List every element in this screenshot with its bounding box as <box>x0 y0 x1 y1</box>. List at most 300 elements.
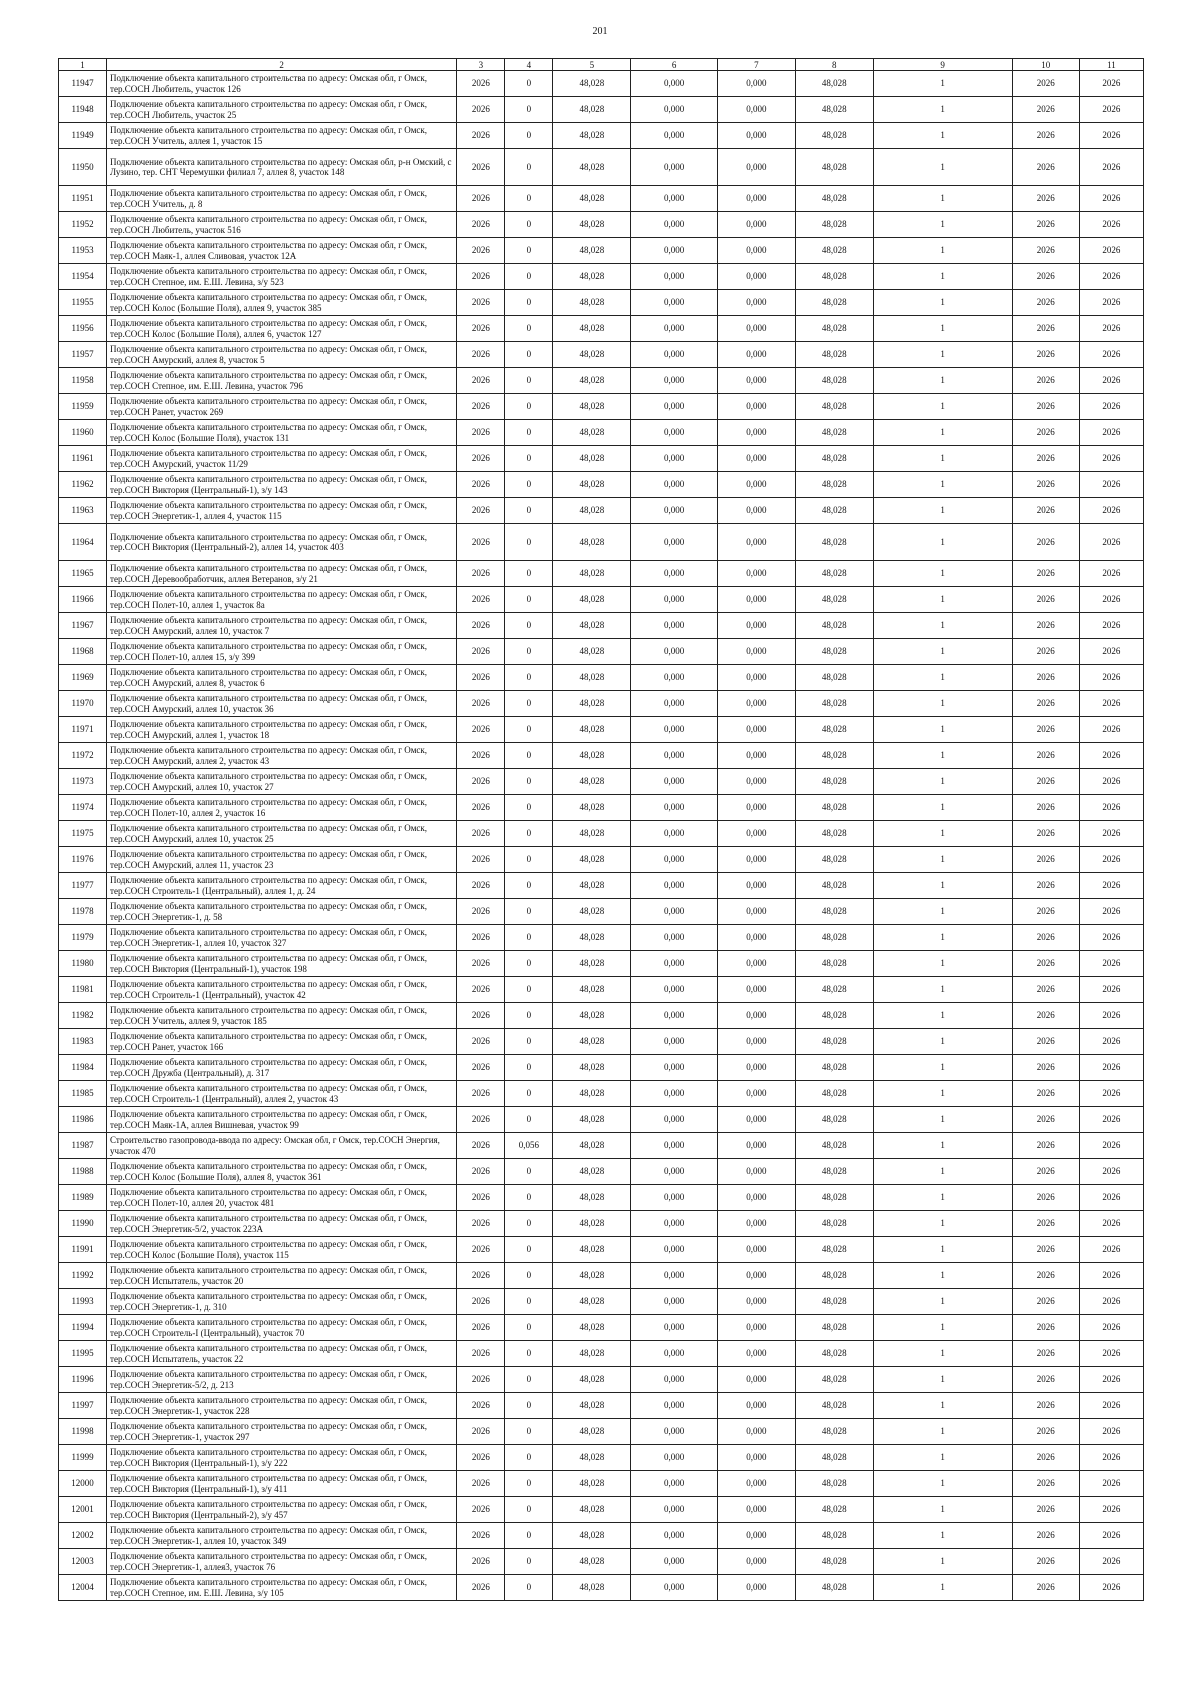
col4-cell: 0 <box>505 587 553 613</box>
col6-cell: 0,000 <box>631 316 718 342</box>
col3-cell: 2026 <box>457 587 505 613</box>
col9-cell: 1 <box>873 1367 1012 1393</box>
col4-cell: 0 <box>505 524 553 561</box>
col9-cell: 1 <box>873 1497 1012 1523</box>
col6-cell: 0,000 <box>631 847 718 873</box>
col11-cell: 2026 <box>1079 717 1143 743</box>
col6-cell: 0,000 <box>631 446 718 472</box>
col4-cell: 0 <box>505 1081 553 1107</box>
col9-cell: 1 <box>873 1081 1012 1107</box>
col6-cell: 0,000 <box>631 821 718 847</box>
col10-cell: 2026 <box>1012 1315 1079 1341</box>
col10-cell: 2026 <box>1012 1211 1079 1237</box>
col10-cell: 2026 <box>1012 1289 1079 1315</box>
col11-cell: 2026 <box>1079 1367 1143 1393</box>
col3-cell: 2026 <box>457 977 505 1003</box>
table-row <box>59 665 1144 691</box>
row-number-cell: 11977 <box>59 873 107 899</box>
col11-cell: 2026 <box>1079 743 1143 769</box>
col10-cell: 2026 <box>1012 97 1079 123</box>
col11-cell: 2026 <box>1079 1497 1143 1523</box>
col9-cell: 1 <box>873 316 1012 342</box>
col9-cell: 1 <box>873 1211 1012 1237</box>
col10-cell: 2026 <box>1012 691 1079 717</box>
description-cell: Подключение объекта капитального строительства по адресу: Омская обл, г Омск, тер.СОСН Энергетик-1, участок 297 <box>107 1419 457 1445</box>
col6-cell: 0,000 <box>631 1263 718 1289</box>
col11-cell: 2026 <box>1079 149 1143 186</box>
row-number-cell: 11987 <box>59 1133 107 1159</box>
col3-cell: 2026 <box>457 665 505 691</box>
col4-cell: 0 <box>505 821 553 847</box>
col10-cell: 2026 <box>1012 795 1079 821</box>
col7-cell: 0,000 <box>717 717 795 743</box>
col7-cell: 0,000 <box>717 1159 795 1185</box>
col11-cell: 2026 <box>1079 1289 1143 1315</box>
col7-cell: 0,000 <box>717 290 795 316</box>
row-number-cell: 11971 <box>59 717 107 743</box>
col4-cell: 0 <box>505 1471 553 1497</box>
col5-cell: 48,028 <box>553 561 631 587</box>
table-row <box>59 951 1144 977</box>
col9-cell: 1 <box>873 97 1012 123</box>
col5-cell: 48,028 <box>553 1237 631 1263</box>
col7-cell: 0,000 <box>717 899 795 925</box>
col11-cell: 2026 <box>1079 1055 1143 1081</box>
col11-cell: 2026 <box>1079 420 1143 446</box>
col5-cell: 48,028 <box>553 925 631 951</box>
column-number: 4 <box>505 59 553 71</box>
col4-cell: 0 <box>505 1211 553 1237</box>
col8-cell: 48,028 <box>795 1341 873 1367</box>
col11-cell: 2026 <box>1079 1159 1143 1185</box>
col5-cell: 48,028 <box>553 1341 631 1367</box>
col9-cell: 1 <box>873 873 1012 899</box>
col10-cell: 2026 <box>1012 420 1079 446</box>
description-cell: Подключение объекта капитального строительства по адресу: Омская обл, г Омск, тер.СОСН Амурский, аллея 11, участок 23 <box>107 847 457 873</box>
col3-cell: 2026 <box>457 1237 505 1263</box>
col4-cell: 0 <box>505 717 553 743</box>
col9-cell: 1 <box>873 1419 1012 1445</box>
col11-cell: 2026 <box>1079 613 1143 639</box>
col7-cell: 0,000 <box>717 977 795 1003</box>
col11-cell: 2026 <box>1079 498 1143 524</box>
col10-cell: 2026 <box>1012 1445 1079 1471</box>
col8-cell: 48,028 <box>795 498 873 524</box>
col4-cell: 0 <box>505 71 553 97</box>
col10-cell: 2026 <box>1012 1419 1079 1445</box>
col11-cell: 2026 <box>1079 665 1143 691</box>
col9-cell: 1 <box>873 1289 1012 1315</box>
col4-cell: 0 <box>505 1107 553 1133</box>
col11-cell: 2026 <box>1079 1107 1143 1133</box>
row-number-cell: 12003 <box>59 1549 107 1575</box>
col5-cell: 48,028 <box>553 290 631 316</box>
table-row <box>59 795 1144 821</box>
col3-cell: 2026 <box>457 446 505 472</box>
col3-cell: 2026 <box>457 420 505 446</box>
col4-cell: 0 <box>505 1445 553 1471</box>
col11-cell: 2026 <box>1079 71 1143 97</box>
col7-cell: 0,000 <box>717 1107 795 1133</box>
col9-cell: 1 <box>873 1185 1012 1211</box>
col4-cell: 0 <box>505 1549 553 1575</box>
col7-cell: 0,000 <box>717 1289 795 1315</box>
col8-cell: 48,028 <box>795 264 873 290</box>
row-number-cell: 11951 <box>59 186 107 212</box>
col11-cell: 2026 <box>1079 951 1143 977</box>
description-cell: Подключение объекта капитального строительства по адресу: Омская обл, г Омск, тер.СОСН Учитель, аллея 1, участок 15 <box>107 123 457 149</box>
col4-cell: 0 <box>505 290 553 316</box>
col6-cell: 0,000 <box>631 925 718 951</box>
col7-cell: 0,000 <box>717 795 795 821</box>
col5-cell: 48,028 <box>553 186 631 212</box>
col3-cell: 2026 <box>457 1549 505 1575</box>
col10-cell: 2026 <box>1012 149 1079 186</box>
row-number-cell: 11995 <box>59 1341 107 1367</box>
col7-cell: 0,000 <box>717 1575 795 1601</box>
col11-cell: 2026 <box>1079 342 1143 368</box>
col4-cell: 0 <box>505 873 553 899</box>
col5-cell: 48,028 <box>553 1081 631 1107</box>
col6-cell: 0,000 <box>631 1185 718 1211</box>
col5-cell: 48,028 <box>553 1445 631 1471</box>
table-row <box>59 717 1144 743</box>
col5-cell: 48,028 <box>553 717 631 743</box>
col9-cell: 1 <box>873 977 1012 1003</box>
col8-cell: 48,028 <box>795 1497 873 1523</box>
col8-cell: 48,028 <box>795 1107 873 1133</box>
description-cell: Подключение объекта капитального строительства по адресу: Омская обл, г Омск, тер.СОСН Степное, им. Е.Ш. Левина, з/у 105 <box>107 1575 457 1601</box>
col10-cell: 2026 <box>1012 1367 1079 1393</box>
col10-cell: 2026 <box>1012 1549 1079 1575</box>
col10-cell: 2026 <box>1012 472 1079 498</box>
col11-cell: 2026 <box>1079 1419 1143 1445</box>
description-cell: Подключение объекта капитального строительства по адресу: Омская обл, г Омск, тер.СОСН Любитель, участок 126 <box>107 71 457 97</box>
col8-cell: 48,028 <box>795 1185 873 1211</box>
col4-cell: 0,056 <box>505 1133 553 1159</box>
col3-cell: 2026 <box>457 1471 505 1497</box>
col5-cell: 48,028 <box>553 1523 631 1549</box>
col7-cell: 0,000 <box>717 1055 795 1081</box>
col7-cell: 0,000 <box>717 1003 795 1029</box>
col8-cell: 48,028 <box>795 951 873 977</box>
col5-cell: 48,028 <box>553 587 631 613</box>
description-cell: Подключение объекта капитального строительства по адресу: Омская обл, г Омск, тер.СОСН Строитель-I (Центральный), участок 70 <box>107 1315 457 1341</box>
table-row <box>59 1445 1144 1471</box>
col7-cell: 0,000 <box>717 873 795 899</box>
col8-cell: 48,028 <box>795 795 873 821</box>
col11-cell: 2026 <box>1079 1523 1143 1549</box>
col5-cell: 48,028 <box>553 899 631 925</box>
row-number-cell: 11989 <box>59 1185 107 1211</box>
col8-cell: 48,028 <box>795 472 873 498</box>
col11-cell: 2026 <box>1079 639 1143 665</box>
col6-cell: 0,000 <box>631 873 718 899</box>
col7-cell: 0,000 <box>717 1185 795 1211</box>
col5-cell: 48,028 <box>553 97 631 123</box>
row-number-cell: 11984 <box>59 1055 107 1081</box>
col6-cell: 0,000 <box>631 613 718 639</box>
col6-cell: 0,000 <box>631 1289 718 1315</box>
row-number-cell: 11963 <box>59 498 107 524</box>
col8-cell: 48,028 <box>795 149 873 186</box>
table-row <box>59 977 1144 1003</box>
col8-cell: 48,028 <box>795 717 873 743</box>
col5-cell: 48,028 <box>553 691 631 717</box>
description-cell: Подключение объекта капитального строительства по адресу: Омская обл, г Омск, тер.СОСН Энергетик-1, д. 58 <box>107 899 457 925</box>
col6-cell: 0,000 <box>631 587 718 613</box>
col9-cell: 1 <box>873 769 1012 795</box>
description-cell: Подключение объекта капитального строительства по адресу: Омская обл, г Омск, тер.СОСН Колос (Большие Поля), аллея 6, участок 127 <box>107 316 457 342</box>
col11-cell: 2026 <box>1079 847 1143 873</box>
table-row <box>59 847 1144 873</box>
col7-cell: 0,000 <box>717 97 795 123</box>
table-row <box>59 186 1144 212</box>
col9-cell: 1 <box>873 613 1012 639</box>
col7-cell: 0,000 <box>717 1263 795 1289</box>
col5-cell: 48,028 <box>553 1211 631 1237</box>
table-row <box>59 1497 1144 1523</box>
col9-cell: 1 <box>873 1237 1012 1263</box>
col10-cell: 2026 <box>1012 394 1079 420</box>
row-number-cell: 11957 <box>59 342 107 368</box>
col8-cell: 48,028 <box>795 1419 873 1445</box>
col10-cell: 2026 <box>1012 639 1079 665</box>
table-row <box>59 1393 1144 1419</box>
register-table-body <box>59 59 1144 1601</box>
col6-cell: 0,000 <box>631 691 718 717</box>
col4-cell: 0 <box>505 149 553 186</box>
col7-cell: 0,000 <box>717 1445 795 1471</box>
description-cell: Подключение объекта капитального строительства по адресу: Омская обл, г Омск, тер.СОСН Ранет, участок 166 <box>107 1029 457 1055</box>
col7-cell: 0,000 <box>717 925 795 951</box>
col4-cell: 0 <box>505 1575 553 1601</box>
row-number-cell: 11973 <box>59 769 107 795</box>
col6-cell: 0,000 <box>631 149 718 186</box>
row-number-cell: 12002 <box>59 1523 107 1549</box>
description-cell: Подключение объекта капитального строительства по адресу: Омская обл, г Омск, тер.СОСН Амурский, аллея 8, участок 6 <box>107 665 457 691</box>
col6-cell: 0,000 <box>631 1211 718 1237</box>
col6-cell: 0,000 <box>631 1367 718 1393</box>
col6-cell: 0,000 <box>631 524 718 561</box>
col10-cell: 2026 <box>1012 977 1079 1003</box>
column-number: 11 <box>1079 59 1143 71</box>
row-number-cell: 11967 <box>59 613 107 639</box>
col3-cell: 2026 <box>457 149 505 186</box>
col5-cell: 48,028 <box>553 977 631 1003</box>
col10-cell: 2026 <box>1012 1523 1079 1549</box>
col5-cell: 48,028 <box>553 316 631 342</box>
description-cell: Подключение объекта капитального строительства по адресу: Омская обл, г Омск, тер.СОСН Маяк-1А, аллея Вишневая, участок 99 <box>107 1107 457 1133</box>
col4-cell: 0 <box>505 97 553 123</box>
col11-cell: 2026 <box>1079 873 1143 899</box>
col4-cell: 0 <box>505 665 553 691</box>
col6-cell: 0,000 <box>631 639 718 665</box>
col11-cell: 2026 <box>1079 1081 1143 1107</box>
col3-cell: 2026 <box>457 97 505 123</box>
description-cell: Подключение объекта капитального строительства по адресу: Омская обл, г Омск, тер.СОСН Энергетик-1, аллея 10, участок 327 <box>107 925 457 951</box>
register-table <box>58 58 1144 1601</box>
table-row <box>59 290 1144 316</box>
table-row <box>59 587 1144 613</box>
description-cell: Подключение объекта капитального строительства по адресу: Омская обл, г Омск, тер.СОСН Строитель-1 (Центральный), аллея 1, д. 24 <box>107 873 457 899</box>
col7-cell: 0,000 <box>717 1419 795 1445</box>
col11-cell: 2026 <box>1079 97 1143 123</box>
col8-cell: 48,028 <box>795 1003 873 1029</box>
col6-cell: 0,000 <box>631 1315 718 1341</box>
col5-cell: 48,028 <box>553 743 631 769</box>
col4-cell: 0 <box>505 498 553 524</box>
row-number-cell: 11952 <box>59 212 107 238</box>
col3-cell: 2026 <box>457 1419 505 1445</box>
row-number-cell: 11985 <box>59 1081 107 1107</box>
table-row <box>59 639 1144 665</box>
col11-cell: 2026 <box>1079 795 1143 821</box>
table-row <box>59 420 1144 446</box>
row-number-cell: 11968 <box>59 639 107 665</box>
col8-cell: 48,028 <box>795 1159 873 1185</box>
col11-cell: 2026 <box>1079 212 1143 238</box>
col10-cell: 2026 <box>1012 743 1079 769</box>
col4-cell: 0 <box>505 639 553 665</box>
col8-cell: 48,028 <box>795 1575 873 1601</box>
col10-cell: 2026 <box>1012 665 1079 691</box>
col5-cell: 48,028 <box>553 665 631 691</box>
col4-cell: 0 <box>505 1523 553 1549</box>
col3-cell: 2026 <box>457 1289 505 1315</box>
col3-cell: 2026 <box>457 1107 505 1133</box>
col9-cell: 1 <box>873 717 1012 743</box>
col8-cell: 48,028 <box>795 1445 873 1471</box>
table-row <box>59 71 1144 97</box>
col3-cell: 2026 <box>457 264 505 290</box>
col9-cell: 1 <box>873 342 1012 368</box>
col10-cell: 2026 <box>1012 1471 1079 1497</box>
col10-cell: 2026 <box>1012 342 1079 368</box>
description-cell: Подключение объекта капитального строительства по адресу: Омская обл, г Омск, тер.СОСН Испытатель, участок 22 <box>107 1341 457 1367</box>
col5-cell: 48,028 <box>553 446 631 472</box>
col9-cell: 1 <box>873 951 1012 977</box>
row-number-cell: 11991 <box>59 1237 107 1263</box>
col6-cell: 0,000 <box>631 1107 718 1133</box>
col3-cell: 2026 <box>457 342 505 368</box>
col4-cell: 0 <box>505 123 553 149</box>
col4-cell: 0 <box>505 977 553 1003</box>
col8-cell: 48,028 <box>795 1211 873 1237</box>
col6-cell: 0,000 <box>631 769 718 795</box>
col9-cell: 1 <box>873 1315 1012 1341</box>
table-row <box>59 821 1144 847</box>
col8-cell: 48,028 <box>795 1029 873 1055</box>
col10-cell: 2026 <box>1012 71 1079 97</box>
row-number-cell: 11949 <box>59 123 107 149</box>
col9-cell: 1 <box>873 524 1012 561</box>
col8-cell: 48,028 <box>795 394 873 420</box>
col10-cell: 2026 <box>1012 951 1079 977</box>
col6-cell: 0,000 <box>631 717 718 743</box>
col8-cell: 48,028 <box>795 1315 873 1341</box>
column-number-row <box>59 59 1144 71</box>
col9-cell: 1 <box>873 899 1012 925</box>
col3-cell: 2026 <box>457 71 505 97</box>
col3-cell: 2026 <box>457 847 505 873</box>
description-cell: Подключение объекта капитального строительства по адресу: Омская обл, г Омск, тер.СОСН Энергетик-1, участок 228 <box>107 1393 457 1419</box>
col3-cell: 2026 <box>457 1497 505 1523</box>
col9-cell: 1 <box>873 1133 1012 1159</box>
col11-cell: 2026 <box>1079 977 1143 1003</box>
description-cell: Подключение объекта капитального строительства по адресу: Омская обл, г Омск, тер.СОСН Учитель, аллея 9, участок 185 <box>107 1003 457 1029</box>
col9-cell: 1 <box>873 123 1012 149</box>
table-row <box>59 613 1144 639</box>
col4-cell: 0 <box>505 691 553 717</box>
col3-cell: 2026 <box>457 795 505 821</box>
description-cell: Подключение объекта капитального строительства по адресу: Омская обл, г Омск, тер.СОСН Энергетик-1, д. 310 <box>107 1289 457 1315</box>
col9-cell: 1 <box>873 1159 1012 1185</box>
col6-cell: 0,000 <box>631 368 718 394</box>
col9-cell: 1 <box>873 1549 1012 1575</box>
col7-cell: 0,000 <box>717 821 795 847</box>
col8-cell: 48,028 <box>795 71 873 97</box>
col4-cell: 0 <box>505 264 553 290</box>
col9-cell: 1 <box>873 743 1012 769</box>
row-number-cell: 11975 <box>59 821 107 847</box>
description-cell: Подключение объекта капитального строительства по адресу: Омская обл, г Омск, тер.СОСН Полет-10, аллея 20, участок 481 <box>107 1185 457 1211</box>
col7-cell: 0,000 <box>717 951 795 977</box>
col11-cell: 2026 <box>1079 290 1143 316</box>
col6-cell: 0,000 <box>631 1549 718 1575</box>
col8-cell: 48,028 <box>795 743 873 769</box>
row-number-cell: 11980 <box>59 951 107 977</box>
col8-cell: 48,028 <box>795 186 873 212</box>
col7-cell: 0,000 <box>717 561 795 587</box>
col5-cell: 48,028 <box>553 1133 631 1159</box>
row-number-cell: 11958 <box>59 368 107 394</box>
col3-cell: 2026 <box>457 1211 505 1237</box>
col3-cell: 2026 <box>457 1003 505 1029</box>
col10-cell: 2026 <box>1012 1341 1079 1367</box>
row-number-cell: 11965 <box>59 561 107 587</box>
table-row <box>59 1029 1144 1055</box>
col3-cell: 2026 <box>457 951 505 977</box>
description-cell: Подключение объекта капитального строительства по адресу: Омская обл, г Омск, тер.СОСН Амурский, аллея 1, участок 18 <box>107 717 457 743</box>
table-row <box>59 1263 1144 1289</box>
col7-cell: 0,000 <box>717 1133 795 1159</box>
col11-cell: 2026 <box>1079 1393 1143 1419</box>
col4-cell: 0 <box>505 613 553 639</box>
col8-cell: 48,028 <box>795 1081 873 1107</box>
description-cell: Подключение объекта капитального строительства по адресу: Омская обл, г Омск, тер.СОСН Дружба (Центральный), д. 317 <box>107 1055 457 1081</box>
row-number-cell: 11960 <box>59 420 107 446</box>
col3-cell: 2026 <box>457 1133 505 1159</box>
col9-cell: 1 <box>873 561 1012 587</box>
col11-cell: 2026 <box>1079 368 1143 394</box>
col4-cell: 0 <box>505 342 553 368</box>
col9-cell: 1 <box>873 1393 1012 1419</box>
col8-cell: 48,028 <box>795 639 873 665</box>
col10-cell: 2026 <box>1012 1003 1079 1029</box>
col11-cell: 2026 <box>1079 1029 1143 1055</box>
col7-cell: 0,000 <box>717 1315 795 1341</box>
col3-cell: 2026 <box>457 498 505 524</box>
col11-cell: 2026 <box>1079 691 1143 717</box>
col4-cell: 0 <box>505 394 553 420</box>
col7-cell: 0,000 <box>717 71 795 97</box>
col11-cell: 2026 <box>1079 1185 1143 1211</box>
row-number-cell: 11964 <box>59 524 107 561</box>
col3-cell: 2026 <box>457 561 505 587</box>
col11-cell: 2026 <box>1079 821 1143 847</box>
col11-cell: 2026 <box>1079 186 1143 212</box>
